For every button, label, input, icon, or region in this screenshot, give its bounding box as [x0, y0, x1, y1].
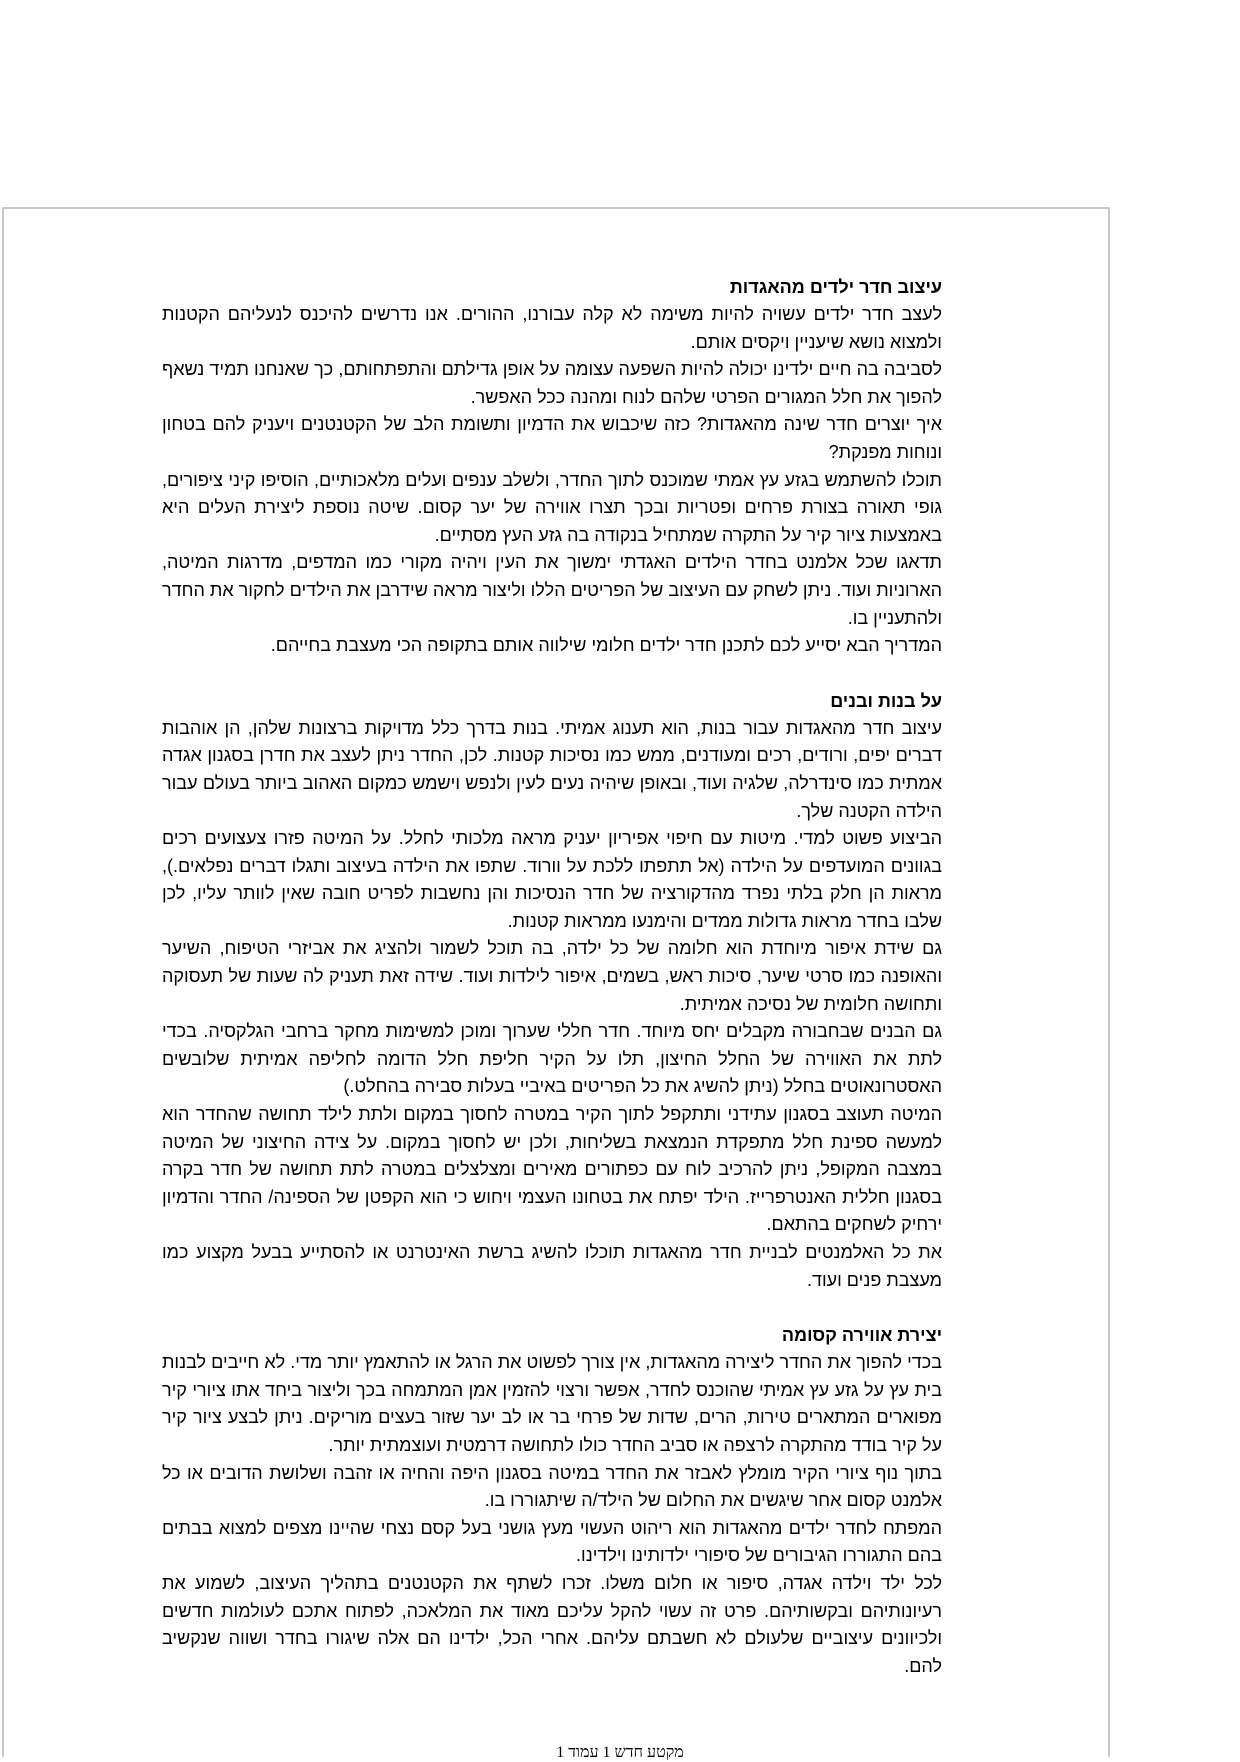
- paragraph: בכדי להפוך את החדר ליצירה מהאגדות, אין צורך לפשוט את הרגל או להתאמץ יותר מדי. לא חייבים לבנות בית עץ על גזע עץ אמיתי שהוכנס לחדר, אפשר ורצוי להזמין אמן המתמחה בכך וליצור ביחד אתו ציורי קיר מפוארים המתארים טירות, הרים, שדות של פרחי בר או לב יער שזור בעצים מוריקים. ניתן לבצע ציור קיר על קיר בודד מהתקרה לרצפה או סביב החדר כולו לתחושה דרמטית ועוצמתית יותר.: [162, 1352, 942, 1455]
- paragraph: המדריך הבא יסייע לכם לתכנן חדר ילדים חלומי שילווה אותם בתקופה הכי מעצבת בחייהם.: [270, 635, 942, 656]
- section-girls-and-boys: [162, 688, 942, 1294]
- paragraph: גם הבנים שבחבורה מקבלים יחס מיוחד. חדר חללי שערוך ומוכן למשימות מחקר ברחבי הגלקסיה. בכדי לתת את האווירה של החלל החיצון, תלו על הקיר חליפת חלל הדומה לחליפה אמיתית שלובשים האסטרונאוטים בחלל (ניתן להשיג את כל הפריטים באיביי בעלות סבירה בהחלט.): [162, 1021, 942, 1097]
- section-title: עיצוב חדר ילדים מהאגדות: [729, 277, 942, 297]
- paragraph: בתוך נוף ציורי הקיר מומלץ לאבזר את החדר במיטה בסגנון היפה והחיה או זהבה ושלושת הדובים או כל אלמנט קסום אחר שיגשים את החלום של הילד/ה שיתגוררו בו.: [162, 1462, 942, 1511]
- paragraph: לסביבה בה חיים ילדינו יכולה להיות השפעה עצומה על אופן גדילתם והתפתחותם, כך שאנחנו תמיד נשאף להפוך את חלל המגורים הפרטי שלהם לנוח ומהנה ככל האפשר.: [162, 359, 942, 407]
- section-title: יצירת אווירה קסומה: [781, 1325, 942, 1346]
- paragraph: גם שידת איפור מיוחדת הוא חלומה של כל ילדה, בה תוכל לשמור ולהציג את אביזרי הטיפוח, השיער והאופנה כמו סרטי שיער, סיכות ראש, בשמים, איפור לילדות ועוד. שידה זאת תעניק לה שעות של תעסוקה ותחושה חלומית של נסיכה אמיתית.: [162, 938, 942, 1014]
- section-title: על בנות ובנים: [830, 690, 942, 711]
- section-fairytale-kids-room: [162, 274, 942, 660]
- paragraph: תדאגו שכל אלמנט בחדר הילדים האגדתי ימשוך את העין ויהיה מקורי כמו המדפים, מדרגות המיטה, הארוניות ועוד. ניתן לשחק עם העיצוב של הפריטים הללו וליצור מראה שידרבן את הילדים לחקור את החדר ולהתעניין בו.: [162, 552, 942, 628]
- paragraph: לכל ילד וילדה אגדה, סיפור או חלום משלו. זכרו לשתף את הקטנטנים בתהליך העיצוב, לשמוע את רעיונותיהם ובקשותיהם. פרט זה עשוי להקל עליכם מאוד את המלאכה, לפתוח אתכם לעולמות חדשים ולכיוונים עיצוביים שלעולם לא חשבתם עליהם. אחרי הכל, ילדינו הם אלה שיגורו בחדר ושווה שנקשיב להם.: [162, 1572, 942, 1676]
- paragraph: הביצוע פשוט למדי. מיטות עם חיפוי אפיריון יעניק מראה מלכותי לחלל. על המיטה פזרו צעצועים רכים בגוונים המועדפים על הילדה (אל תתפתו ללכת על וורוד. שתפו את הילדה בעיצוב ותגלו דברים נפלאים.), מראות הן חלק בלתי נפרד מהדקורציה של חדר הנסיכות והן נחשבות לפריט חובה שאין לוותר עליו, לכן שלבו בחדר מראות גדולות ממדים והימנעו ממראות קטנות.: [162, 828, 942, 931]
- paragraph: תוכלו להשתמש בגזע עץ אמתי שמוכנס לתוך החדר, ולשלב ענפים ועלים מלאכותיים, הוסיפו קיני ציפורים, גופי תאורה בצורת פרחים ופטריות ובכך תצרו אווירה של יער קסום. שיטה נוספת ליצירת העלים היא באמצעות ציור קיר על התקרה שמתחיל בנקודה בה גזע העץ מסתיים.: [162, 469, 942, 545]
- document-body: [162, 274, 942, 1708]
- page-footer: מקטע חדש 1 עמוד 1: [556, 1744, 684, 1761]
- paragraph: את כל האלמנטים לבניית חדר מהאגדות תוכלו להשיג ברשת האינטרנט או להסתייע בבעל מקצוע כמו מעצבת פנים ועוד.: [162, 1242, 942, 1290]
- paragraph: עיצוב חדר מהאגדות עבור בנות, הוא תענוג אמיתי. בנות בדרך כלל מדויקות ברצונות שלהן, הן אוהבות דברים יפים, ורודים, רכים ומעודנים, ממש כמו נסיכות קטנות. לכן, החדר ניתן לעצב את חדרן בסגנון אגדה אמתית כמו סינדרלה, שלגיה ועוד, ובאופן שיהיה נעים לעין ולנפש וישמש כמקום האהוב ביותר בעולם עבור הילדה הקטנה שלך.: [162, 717, 942, 821]
- section-magical-atmosphere: [162, 1322, 942, 1680]
- paragraph: המפתח לחדר ילדים מהאגדות הוא ריהוט העשוי מעץ גושני בעל קסם נצחי שהיינו מצפים למצוא בבתים בהם התגוררו הגיבורים של סיפורי ילדותינו וילדינו.: [162, 1517, 942, 1566]
- paragraph: המיטה תעוצב בסגנון עתידני ותתקפל לתוך הקיר במטרה לחסוך במקום ולתת לילד תחושה שהחדר הוא למעשה ספינת חלל מתפקדת הנמצאת בשליחות, ולכן יש לחסוך במקום. על צידה החיצוני של המיטה במצבה המקופל, ניתן להרכיב לוח עם כפתורים מאירים ומצלצלים במטרה לתת תחושה של חדר בקרה בסגנון חללית האנטרפרייז. הילד יפתח את בטחונו העצמי ויחוש כי הוא הקפטן של הספינה/ החדר והדמיון ירחיק לשחקים בהתאם.: [162, 1104, 942, 1235]
- paragraph: איך יוצרים חדר שינה מהאגדות? כזה שיכבוש את הדמיון ותשומת הלב של הקטנטנים ויעניק להם בטחון ונוחות מפנקת?: [162, 414, 942, 462]
- paragraph: לעצב חדר ילדים עשויה להיות משימה לא קלה עבורנו, ההורים. אנו נדרשים להיכנס לנעליהם הקטנות ולמצוא נושא שיעניין ויקסים אותם.: [162, 304, 942, 352]
